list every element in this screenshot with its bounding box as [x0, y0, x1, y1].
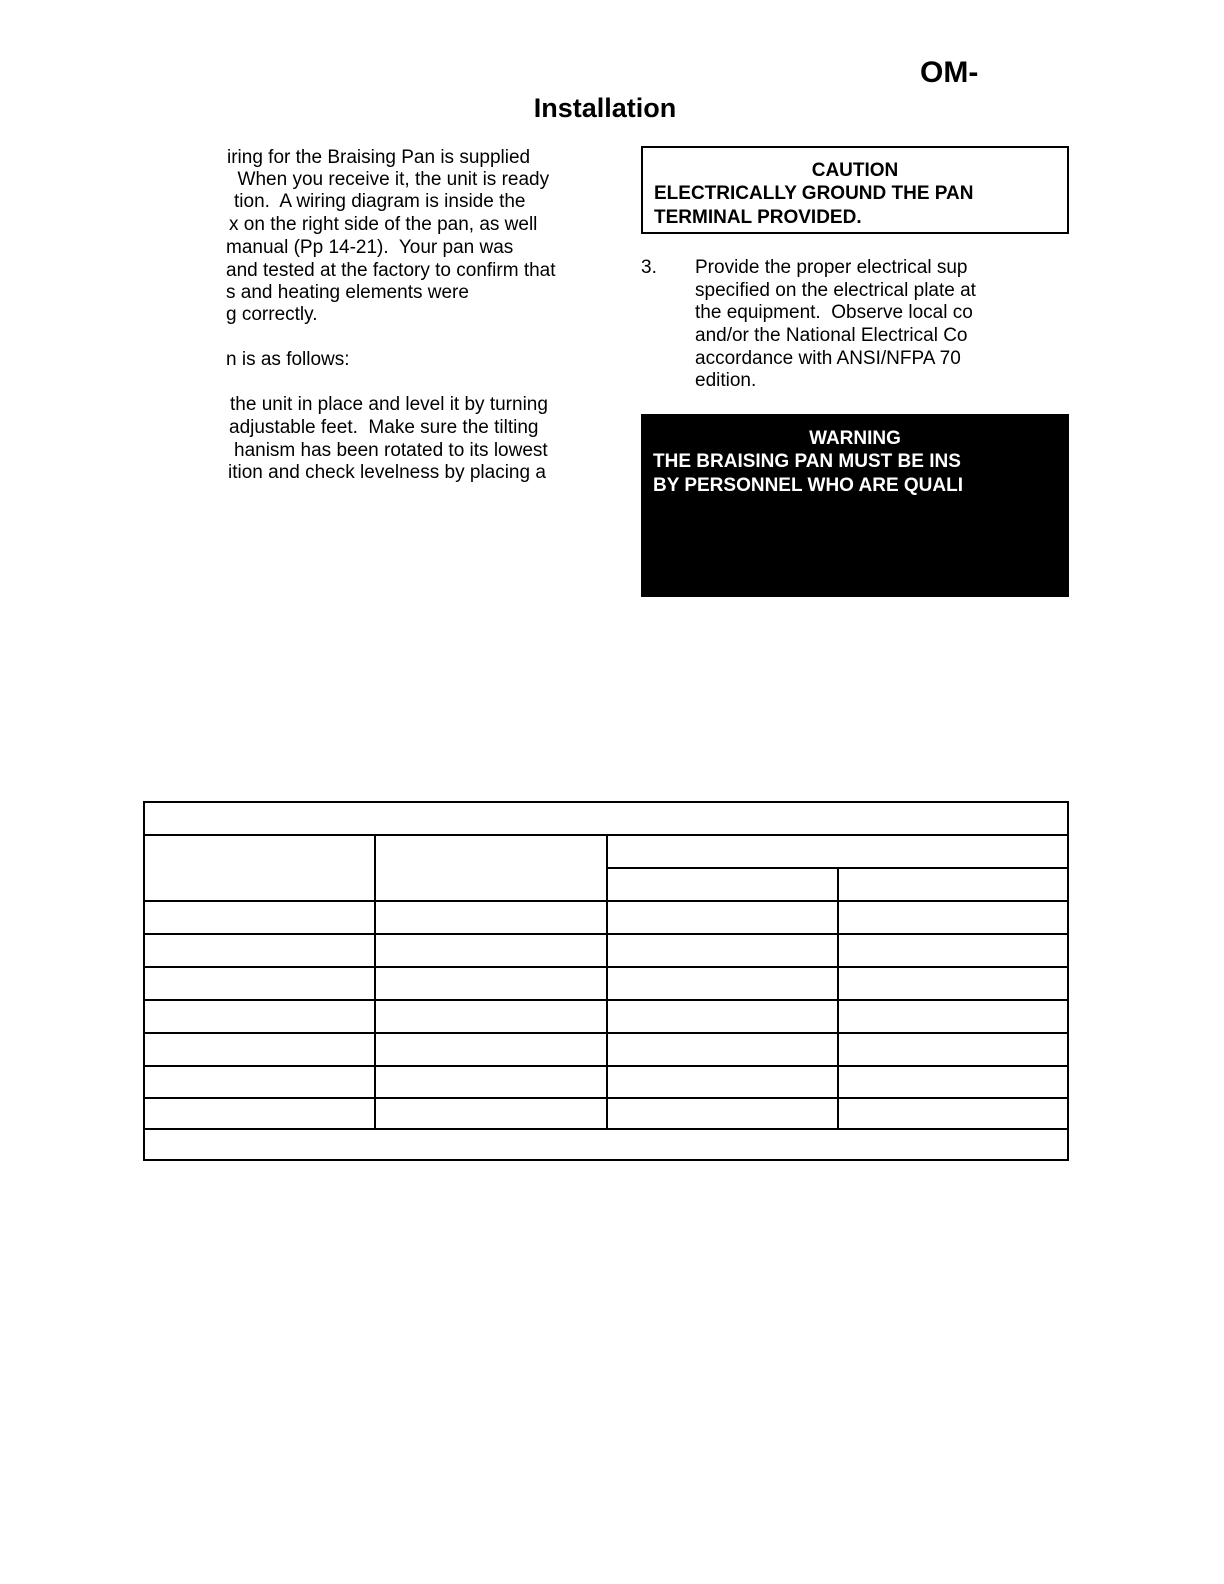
warning-line: BY PERSONNEL WHO ARE QUALI [653, 475, 964, 496]
text-line: iring for the Braising Pan is supplied [227, 147, 531, 168]
text-line: tion. A wiring diagram is inside the [234, 191, 526, 212]
step-number: 3. [641, 257, 657, 278]
text-line: g correctly. [226, 304, 318, 325]
text-line: x on the right side of the pan, as well [229, 214, 538, 235]
text-line: s and heating elements were [226, 282, 469, 303]
caution-title: CAUTION [811, 160, 899, 181]
caution-line: ELECTRICALLY GROUND THE PAN [654, 183, 974, 204]
section-title: Installation [533, 93, 677, 123]
step-line: specified on the electrical plate at [695, 280, 976, 301]
document-code: OM- [920, 56, 979, 89]
caution-line: TERMINAL PROVIDED. [654, 207, 862, 228]
step-line: the equipment. Observe local co [695, 302, 973, 323]
step-line: Provide the proper electrical sup [695, 257, 968, 278]
text-line: n is as follows: [226, 349, 350, 370]
step-line: accordance with ANSI/NFPA 70 [695, 348, 961, 369]
table-grid [143, 801, 1069, 1161]
warning-box [641, 414, 1069, 597]
step-line: edition. [695, 370, 757, 391]
warning-title: WARNING [809, 428, 901, 449]
text-line: adjustable feet. Make sure the tilting [229, 417, 539, 438]
step-line: and/or the National Electrical Co [695, 325, 968, 346]
text-line: When you receive it, the unit is ready [227, 169, 550, 190]
caution-box [641, 146, 1069, 234]
text-line: ition and check levelness by placing a [228, 462, 546, 483]
text-line: hanism has been rotated to its lowest [234, 440, 548, 461]
warning-line: THE BRAISING PAN MUST BE INS [653, 451, 961, 472]
text-line: manual (Pp 14-21). Your pan was [226, 237, 514, 258]
electrical-spec-table [143, 801, 1069, 1161]
text-line: the unit in place and level it by turning [230, 394, 548, 415]
text-line: and tested at the factory to confirm that [226, 260, 556, 281]
